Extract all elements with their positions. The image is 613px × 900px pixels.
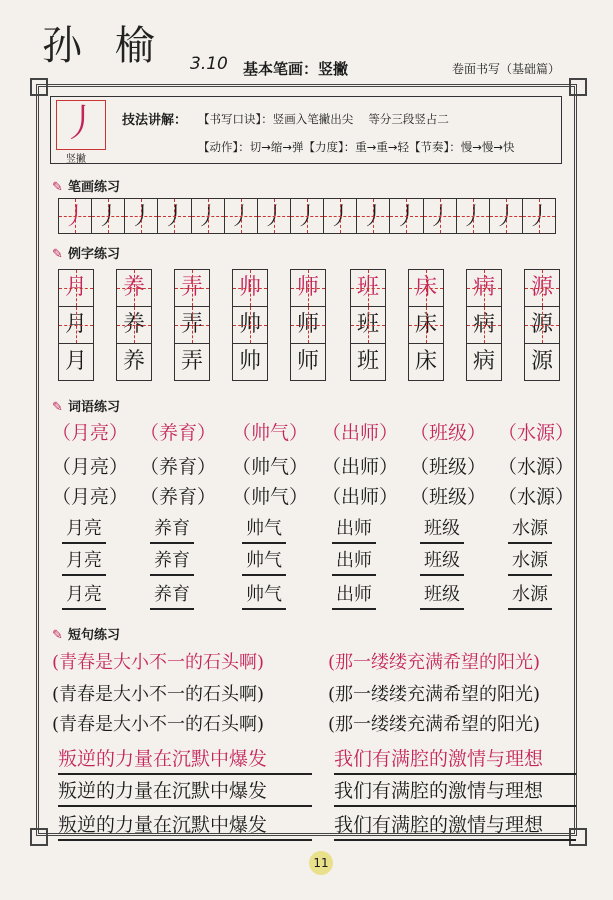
stroke-cell: 丿 [92,199,125,233]
word-item: 出师 [332,514,376,544]
student-name: 孙 榆 [42,23,165,69]
sentence-copy-left: (青春是大小不一的石头啊) [52,684,265,705]
example-cell: 班 [351,270,385,307]
pencil-icon: ✎ [52,180,63,195]
example-cell: 源 [525,270,559,307]
date: 3.10 [190,54,228,74]
sentence2-copy-right: 我们有满腔的激情与理想 [334,810,576,841]
word-item: 月亮 [62,546,106,576]
stroke-cell: 丿 [390,199,423,233]
section-word-practice [52,396,120,415]
example-cell: 病 [467,270,501,307]
word-item: （月亮） [52,456,129,478]
stroke-cell: 丿 [125,199,158,233]
example-cell: 帅 [233,270,267,307]
example-column [174,269,210,381]
corner-ornament [30,828,48,846]
pencil-icon: ✎ [52,247,63,262]
word-item: （班级） [410,486,487,508]
word-item: 班级 [420,580,464,610]
section-title: 短句练习 [68,628,121,643]
word-item: 养育 [150,546,194,576]
stroke-cell: 丿 [523,199,555,233]
word-item: 出师 [332,580,376,610]
word-item: （班级） [410,456,487,478]
word-item: 月亮 [62,580,106,610]
word-item: （养育） [140,422,217,444]
example-cell: 班 [351,307,385,344]
pencil-icon: ✎ [52,628,63,643]
pencil-icon: ✎ [52,400,63,415]
section-title: 例字练习 [68,247,121,262]
stroke-practice-row [58,198,556,234]
word-item: 帅气 [242,580,286,610]
stroke-cell: 丿 [291,199,324,233]
stroke-cell: 丿 [258,199,291,233]
word-item: （月亮） [52,422,129,444]
stroke-cell: 丿 [457,199,490,233]
section-example-practice [52,243,120,262]
corner-ornament [30,78,48,96]
word-item: （班级） [410,422,487,444]
section-title: 笔画练习 [68,180,121,195]
stroke-cell: 丿 [192,199,225,233]
corner-ornament [569,78,587,96]
section-title: 词语练习 [68,400,121,415]
example-cell: 弄 [175,307,209,344]
example-cell: 床 [414,349,437,374]
stroke-cell: 丿 [158,199,191,233]
word-item: （月亮） [52,486,129,508]
stroke-cell: 丿 [357,199,390,233]
word-item: （水源） [498,486,575,508]
word-item: （帅气） [232,422,309,444]
sentence2-copy-left: 叛逆的力量在沉默中爆发 [58,810,312,841]
section-sentence-practice [52,624,120,643]
example-cell: 床 [409,270,443,307]
stroke-cell: 丿 [424,199,457,233]
page-number: 11 [309,851,333,875]
example-cell: 帅 [238,349,261,374]
stroke-cell: 丿 [225,199,258,233]
stroke-name: 竖撇 [66,154,86,165]
example-column [350,269,386,381]
example-column [58,269,94,381]
word-item: 水源 [508,580,552,610]
sentence2-copy-left: 叛逆的力量在沉默中爆发 [58,776,312,807]
technique-label: 技法讲解： [122,113,188,128]
word-item: 水源 [508,546,552,576]
sentence2-copy-right: 我们有满腔的激情与理想 [334,776,576,807]
example-cell: 月 [64,349,87,374]
sentence-copy-right: (那一缕缕充满希望的阳光) [328,714,541,735]
stroke-cell: 丿 [59,199,92,233]
word-item: （养育） [140,486,217,508]
sentence2-model-left: 叛逆的力量在沉默中爆发 [58,744,312,775]
example-cell: 弄 [180,349,203,374]
sentence-model-right: (那一缕缕充满希望的阳光) [328,652,541,673]
sentence2-model-right: 我们有满腔的激情与理想 [334,744,576,775]
example-cell: 班 [356,349,379,374]
word-item: 班级 [420,546,464,576]
example-cell: 师 [291,270,325,307]
example-column [232,269,268,381]
word-item: （养育） [140,456,217,478]
word-item: 月亮 [62,514,106,544]
example-cell: 养 [117,270,151,307]
word-item: （水源） [498,456,575,478]
example-cell: 月 [59,307,93,344]
word-item: （帅气） [232,486,309,508]
word-item: 养育 [150,580,194,610]
example-cell: 养 [117,307,151,344]
section-stroke-practice [52,176,120,195]
stroke-cell: 丿 [490,199,523,233]
word-item: （出师） [322,486,399,508]
example-cell: 床 [409,307,443,344]
example-column [290,269,326,381]
word-item: 出师 [332,546,376,576]
technique-actions: 【动作】：切→缩→弹【力度】：重→重→轻【节奏】：慢→慢→快 [198,140,515,154]
example-column [116,269,152,381]
word-item: （出师） [322,422,399,444]
word-item: 水源 [508,514,552,544]
example-column [408,269,444,381]
series-title: 卷面书写（基础篇） [452,62,561,76]
word-item: （出师） [322,456,399,478]
example-column [466,269,502,381]
example-cell: 月 [59,270,93,307]
example-cell: 师 [296,349,319,374]
example-cell: 师 [291,307,325,344]
example-column [524,269,560,381]
example-cell: 养 [122,349,145,374]
technique-mnemonic: 【书写口诀】：竖画入笔撇出尖 等分三段竖占二 [198,112,449,126]
example-cell: 病 [472,349,495,374]
example-cell: 帅 [233,307,267,344]
word-item: 养育 [150,514,194,544]
word-item: （帅气） [232,456,309,478]
stroke-cell: 丿 [324,199,357,233]
sentence-model-left: (青春是大小不一的石头啊) [52,652,265,673]
lesson-title: 基本笔画：竖撇 [243,60,349,78]
stroke-sample: 丿 [61,101,100,145]
sentence-copy-right: (那一缕缕充满希望的阳光) [328,684,541,705]
example-cell: 病 [467,307,501,344]
word-item: 帅气 [242,514,286,544]
word-item: （水源） [498,422,575,444]
example-cell: 弄 [175,270,209,307]
example-cell: 源 [530,349,553,374]
word-item: 帅气 [242,546,286,576]
example-cell: 源 [525,307,559,344]
sentence-copy-left: (青春是大小不一的石头啊) [52,714,265,735]
word-item: 班级 [420,514,464,544]
